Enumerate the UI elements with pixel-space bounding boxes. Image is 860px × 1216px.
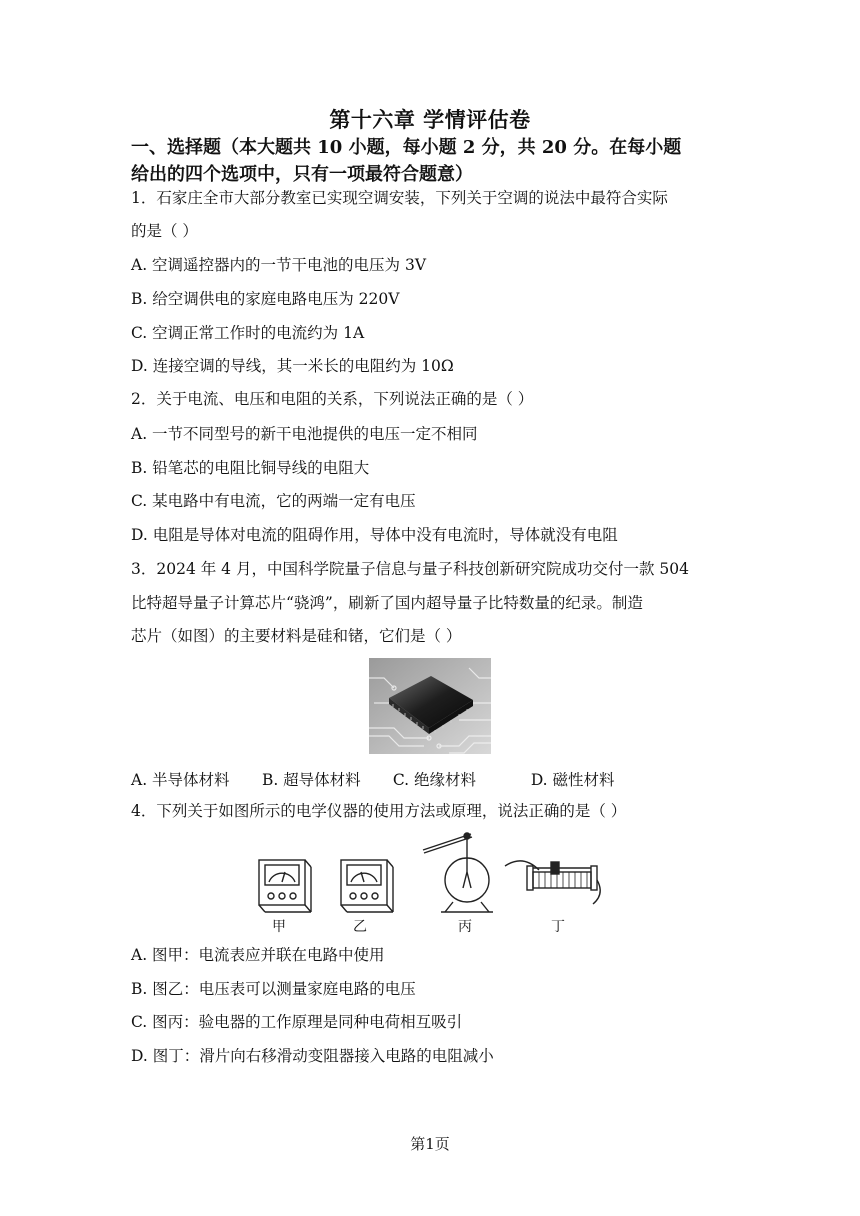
q4-option-d: D. 图丁：滑片向右移滑动变阻器接入电路的电阻减小: [131, 1047, 494, 1065]
q1-option-a: A. 空调遥控器内的一节干电池的电压为 3V: [131, 256, 427, 274]
voltmeter-icon: [341, 860, 393, 912]
q4-option-b: B. 图乙：电压表可以测量家庭电路的电压: [131, 980, 416, 998]
figure-label-bing: 丙: [458, 919, 472, 935]
section-heading-line-1: 一、选择题（本大题共 10 小题，每小题 2 分，共 20 分。在每小题: [131, 137, 682, 158]
q2-stem-line-1: 2．关于电流、电压和电阻的关系，下列说法正确的是（ ）: [131, 390, 534, 408]
instruments-figure: [255, 832, 605, 914]
q1-option-d: D. 连接空调的导线，其一米长的电阻约为 10Ω: [131, 357, 454, 375]
figure-label-jia: 甲: [272, 919, 286, 935]
q3-option-a: A. 半导体材料: [131, 771, 230, 789]
q3-stem-line-1: 3．2024 年 4 月，中国科学院量子信息与量子科技创新研究院成功交付一款 504: [131, 560, 689, 578]
electroscope-icon: [423, 833, 493, 912]
q3-option-d: D. 磁性材料: [530, 771, 615, 789]
q1-stem-line-2: 的是（ ）: [131, 222, 198, 240]
q2-option-d: D. 电阻是导体对电流的阻碍作用，导体中没有电流时，导体就没有电阻: [131, 526, 618, 544]
q3-stem-line-2: 比特超导量子计算芯片“骁鸿”，刷新了国内超导量子比特数量的纪录。制造: [131, 594, 643, 612]
page-footer: 第1页: [410, 1135, 450, 1153]
chip-figure: [369, 658, 491, 754]
q3-option-c: C. 绝缘材料: [392, 771, 477, 789]
q2-option-a: A. 一节不同型号的新干电池提供的电压一定不相同: [131, 425, 478, 443]
q4-option-a: A. 图甲：电流表应并联在电路中使用: [131, 946, 385, 964]
chip-icon: [369, 658, 491, 754]
q1-option-c: C. 空调正常工作时的电流约为 1A: [131, 324, 365, 342]
q2-option-b: B. 铅笔芯的电阻比铜导线的电阻大: [131, 459, 370, 477]
ammeter-icon: [259, 860, 311, 912]
rheostat-icon: [505, 861, 600, 904]
q3-options-row: [131, 768, 615, 790]
q2-option-c: C. 某电路中有电流，它的两端一定有电压: [131, 492, 416, 510]
figure-label-ding: 丁: [551, 919, 565, 935]
q4-option-c: C. 图丙：验电器的工作原理是同种电荷相互吸引: [131, 1013, 463, 1031]
q3-option-b: B. 超导体材料: [261, 771, 361, 789]
q3-stem-line-3: 芯片（如图）的主要材料是硅和锗，它们是（ ）: [131, 627, 462, 645]
q1-option-b: B. 给空调供电的家庭电路电压为 220V: [131, 290, 400, 308]
section-heading-line-2: 给出的四个选项中，只有一项最符合题意）: [131, 164, 473, 185]
q1-stem-line-1: 1．石家庄全市大部分教室已实现空调安装，下列关于空调的说法中最符合实际: [131, 189, 668, 207]
page-title: 第十六章 学情评估卷: [329, 107, 531, 132]
q4-stem-line-1: 4．下列关于如图所示的电学仪器的使用方法或原理，说法正确的是（ ）: [131, 802, 627, 820]
figure-label-yi: 乙: [353, 919, 367, 935]
